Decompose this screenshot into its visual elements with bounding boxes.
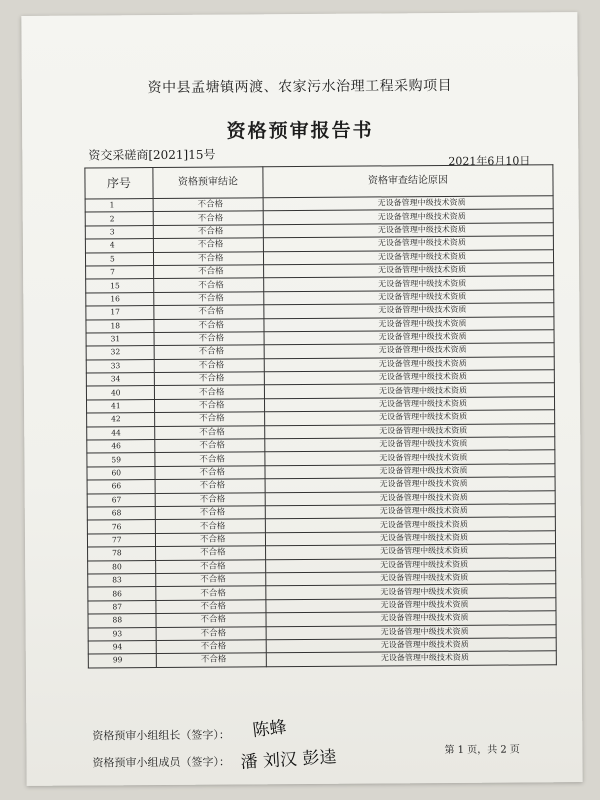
row-reason: 无设备管理中级技术资质 (264, 289, 554, 304)
row-reason: 无设备管理中级技术资质 (263, 249, 553, 264)
row-result: 不合格 (156, 613, 266, 627)
row-seq: 68 (87, 507, 155, 521)
header-reason: 资格审查结论原因 (263, 165, 553, 198)
row-result: 不合格 (155, 519, 265, 533)
row-reason: 无设备管理中级技术资质 (266, 624, 556, 639)
row-reason: 无设备管理中级技术资质 (264, 343, 554, 358)
row-seq: 87 (88, 600, 156, 614)
row-result: 不合格 (154, 399, 264, 413)
row-reason: 无设备管理中级技术资质 (266, 638, 556, 653)
row-seq: 93 (88, 627, 156, 641)
row-reason: 无设备管理中级技术资质 (263, 236, 553, 251)
row-seq: 59 (87, 453, 155, 467)
document-number: 资交采磋商[2021]15号 (88, 147, 216, 163)
row-result: 不合格 (155, 439, 265, 453)
row-reason: 无设备管理中级技术资质 (265, 477, 555, 492)
leader-signature: 陈蜂 (251, 717, 288, 742)
row-reason: 无设备管理中级技术资质 (264, 263, 554, 278)
row-reason: 无设备管理中级技术资质 (265, 423, 555, 438)
header-seq: 序号 (85, 168, 153, 199)
row-result: 不合格 (153, 198, 263, 212)
row-seq: 86 (88, 587, 156, 601)
row-reason: 无设备管理中级技术资质 (266, 571, 556, 586)
row-reason: 无设备管理中级技术资质 (263, 196, 553, 211)
row-result: 不合格 (155, 452, 265, 466)
row-reason: 无设备管理中级技术资质 (265, 464, 555, 479)
row-reason: 无设备管理中级技术资质 (266, 651, 556, 666)
member-signature: 潘 刘汉 彭逵 (240, 747, 337, 773)
row-seq: 32 (86, 346, 154, 360)
row-reason: 无设备管理中级技术资质 (264, 276, 554, 291)
header-result: 资格预审结论 (153, 167, 263, 199)
row-reason: 无设备管理中级技术资质 (265, 517, 555, 532)
row-reason: 无设备管理中级技术资质 (264, 397, 554, 412)
row-reason: 无设备管理中级技术资质 (265, 410, 555, 425)
table-row (88, 651, 556, 668)
row-seq: 78 (88, 547, 156, 561)
row-seq: 80 (88, 560, 156, 574)
row-result: 不合格 (154, 372, 264, 386)
row-result: 不合格 (155, 506, 265, 520)
row-reason: 无设备管理中级技术资质 (264, 370, 554, 385)
row-seq: 83 (88, 573, 156, 587)
row-result: 不合格 (156, 626, 266, 640)
row-result: 不合格 (154, 358, 264, 372)
row-reason: 无设备管理中级技术资质 (264, 356, 554, 371)
document-date: 2021年6月10日 (448, 154, 531, 168)
row-seq: 77 (87, 533, 155, 547)
row-result: 不合格 (155, 425, 265, 439)
row-reason: 无设备管理中级技术资质 (263, 223, 553, 238)
row-reason: 无设备管理中级技术资质 (265, 504, 555, 519)
row-result: 不合格 (155, 533, 265, 547)
leader-signature-label: 资格预审小组组长（签字）： (92, 728, 230, 743)
row-seq: 3 (85, 225, 153, 239)
row-reason: 无设备管理中级技术资质 (265, 530, 555, 545)
row-result: 不合格 (154, 345, 264, 359)
row-result: 不合格 (156, 640, 266, 654)
row-result: 不合格 (153, 211, 263, 225)
row-result: 不合格 (155, 466, 265, 480)
row-result: 不合格 (155, 412, 265, 426)
page-number: 第 1 页，共 2 页 (444, 744, 520, 757)
row-result: 不合格 (154, 291, 264, 305)
row-reason: 无设备管理中级技术资质 (266, 544, 556, 559)
row-reason: 无设备管理中级技术资质 (264, 303, 554, 318)
row-seq: 76 (87, 520, 155, 534)
review-table (84, 164, 556, 668)
row-reason: 无设备管理中级技术资质 (264, 316, 554, 331)
row-result: 不合格 (154, 385, 264, 399)
row-result: 不合格 (156, 573, 266, 587)
row-result: 不合格 (155, 492, 265, 506)
table-header-row (85, 165, 553, 199)
document-page (21, 12, 582, 786)
row-seq: 94 (88, 640, 156, 654)
row-reason: 无设备管理中级技术资质 (266, 611, 556, 626)
row-result: 不合格 (153, 225, 263, 239)
row-seq: 99 (88, 654, 156, 668)
row-result: 不合格 (153, 238, 263, 252)
row-seq: 17 (86, 306, 154, 320)
row-result: 不合格 (154, 265, 264, 279)
row-seq: 34 (86, 373, 154, 387)
row-reason: 无设备管理中级技术资质 (266, 597, 556, 612)
row-seq: 42 (87, 413, 155, 427)
row-seq: 5 (85, 252, 153, 266)
row-seq: 33 (86, 359, 154, 373)
row-seq: 4 (85, 239, 153, 253)
row-reason: 无设备管理中级技术资质 (264, 383, 554, 398)
row-seq: 7 (86, 265, 154, 279)
row-reason: 无设备管理中级技术资质 (265, 437, 555, 452)
row-result: 不合格 (154, 305, 264, 319)
document-subtitle: 资格预审报告书 (226, 119, 374, 143)
row-reason: 无设备管理中级技术资质 (265, 490, 555, 505)
row-result: 不合格 (156, 653, 266, 667)
row-seq: 44 (87, 426, 155, 440)
row-seq: 15 (86, 279, 154, 293)
row-result: 不合格 (156, 559, 266, 573)
row-seq: 46 (87, 440, 155, 454)
row-seq: 60 (87, 466, 155, 480)
row-reason: 无设备管理中级技术资质 (264, 330, 554, 345)
row-result: 不合格 (156, 586, 266, 600)
row-result: 不合格 (156, 546, 266, 560)
row-seq: 88 (88, 614, 156, 628)
row-result: 不合格 (154, 318, 264, 332)
row-seq: 16 (86, 292, 154, 306)
row-seq: 41 (87, 399, 155, 413)
row-result: 不合格 (156, 599, 266, 613)
row-result: 不合格 (153, 251, 263, 265)
row-seq: 67 (87, 493, 155, 507)
row-reason: 无设备管理中级技术资质 (265, 450, 555, 465)
row-seq: 1 (85, 199, 153, 213)
row-reason: 无设备管理中级技术资质 (266, 584, 556, 599)
row-reason: 无设备管理中级技术资质 (263, 209, 553, 224)
row-seq: 66 (87, 480, 155, 494)
row-seq: 40 (86, 386, 154, 400)
row-seq: 2 (85, 212, 153, 226)
member-signature-label: 资格预审小组成员（签字）： (92, 755, 231, 770)
row-reason: 无设备管理中级技术资质 (266, 557, 556, 572)
row-seq: 18 (86, 319, 154, 333)
document-title: 资中县孟塘镇两渡、农家污水治理工程采购项目 (147, 77, 453, 97)
row-result: 不合格 (154, 332, 264, 346)
row-seq: 31 (86, 332, 154, 346)
row-result: 不合格 (154, 278, 264, 292)
row-result: 不合格 (155, 479, 265, 493)
